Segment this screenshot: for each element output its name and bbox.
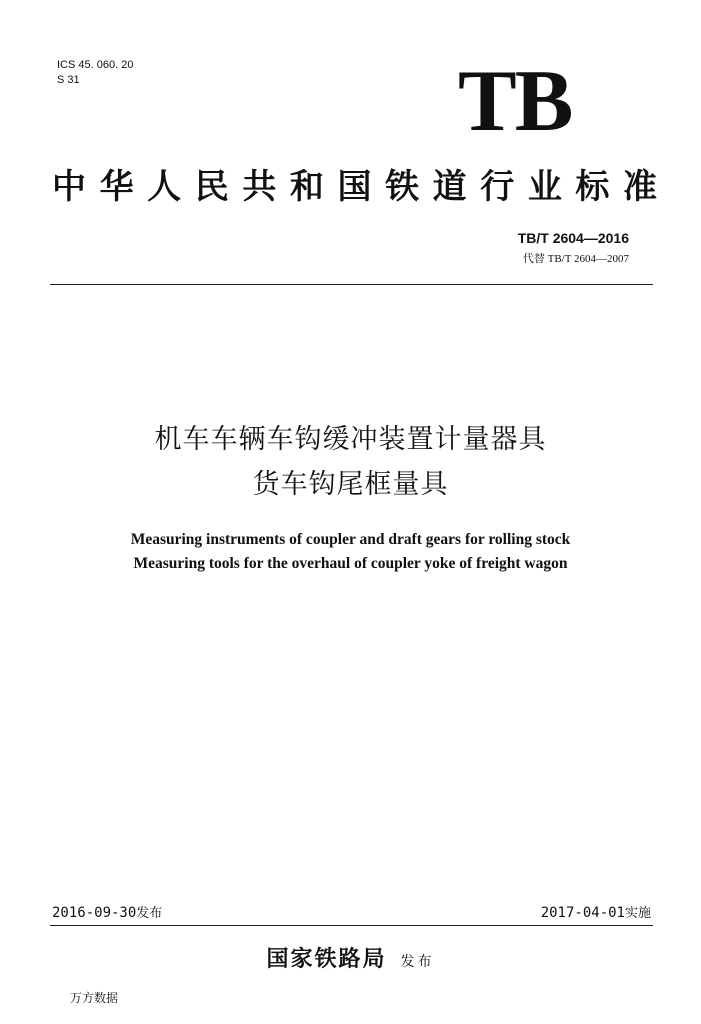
replaces-note: 代替 TB/T 2604—2007 <box>522 253 629 265</box>
issue-suffix: 发布 <box>136 906 163 921</box>
title-cn-line1: 机车车辆车钩缓冲装置计量器具 <box>154 424 547 455</box>
publisher-suffix: 发布 <box>400 954 435 970</box>
title-cn-line2: 货车钩尾框量具 <box>252 469 449 500</box>
ics-block <box>57 58 133 88</box>
top-divider <box>50 284 653 285</box>
issue-date: 2016-09-30 <box>52 905 137 921</box>
ics-code: ICS 45. 060. 20 <box>57 59 134 71</box>
standard-number: TB/T 2604—2016 <box>517 230 629 246</box>
bottom-divider <box>50 925 653 926</box>
implement-suffix: 实施 <box>624 906 651 921</box>
issue-date-block <box>52 903 162 924</box>
implement-date: 2017-04-01 <box>540 905 625 921</box>
publisher-block <box>0 944 701 974</box>
tb-logo: TB <box>458 53 572 150</box>
publisher-name: 国家铁路局 <box>266 946 387 972</box>
watermark-text: 万方数据 <box>70 991 119 1005</box>
title-en-line1: Measuring instruments of coupler and draft gears for rolling stock <box>130 531 571 548</box>
title-en-line2: Measuring tools for the overhaul of coupler yoke of freight wagon <box>133 555 568 572</box>
agency-title: 中华人民共和国铁道行业标准 <box>52 167 657 207</box>
implement-date-block <box>440 903 651 924</box>
class-code: S 31 <box>57 74 80 86</box>
